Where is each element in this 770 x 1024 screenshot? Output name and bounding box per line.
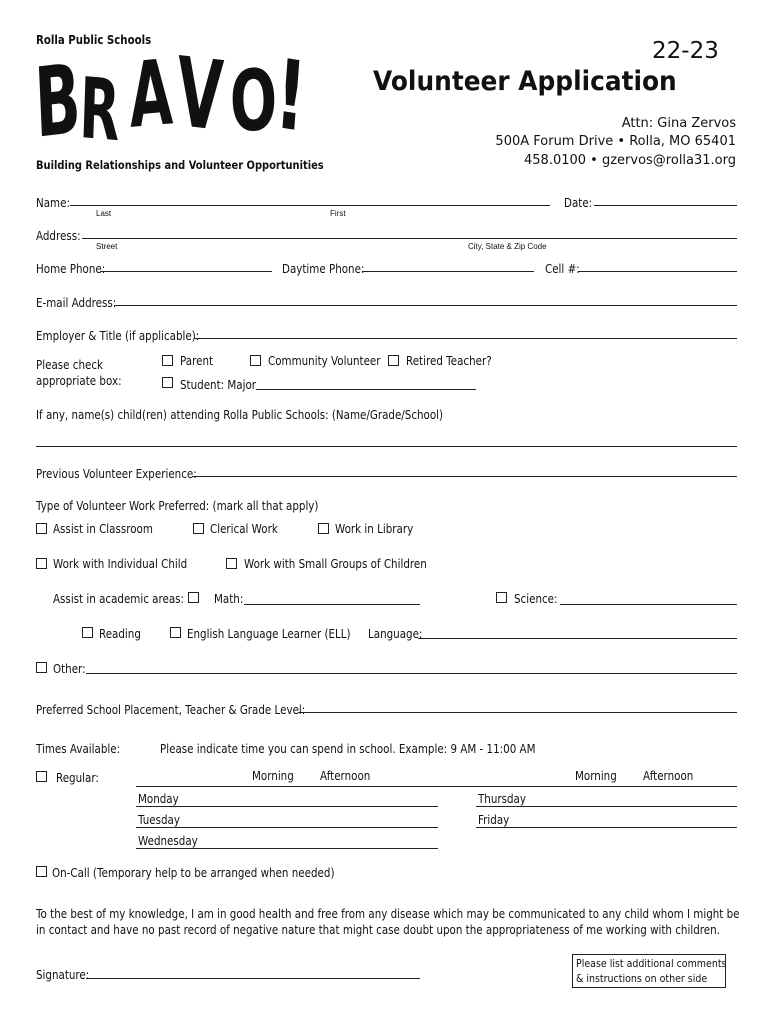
cell-label: Cell #: xyxy=(545,262,580,276)
children-field[interactable] xyxy=(36,446,737,447)
clerical-work-checkbox[interactable] xyxy=(193,523,204,534)
role-label-line2: appropriate box: xyxy=(36,374,122,388)
work-in-library-checkbox[interactable] xyxy=(318,523,329,534)
math-field[interactable] xyxy=(244,604,420,605)
wednesday-label: Wednesday xyxy=(138,834,198,848)
reading-checkbox[interactable] xyxy=(82,627,93,638)
employer-label: Employer & Title (if applicable): xyxy=(36,329,200,343)
logo-letter-exclaim: ! xyxy=(271,38,311,155)
monday-label: Monday xyxy=(138,792,179,806)
friday-label: Friday xyxy=(478,813,510,827)
community-volunteer-label: Community Volunteer xyxy=(268,354,381,368)
student-checkbox[interactable] xyxy=(162,377,173,388)
children-label: If any, name(s) child(ren) attending Rolla Public Schools: (Name/Grade/School) xyxy=(36,408,444,422)
signature-label: Signature: xyxy=(36,968,90,982)
oncall-checkbox[interactable] xyxy=(36,866,47,877)
cell-field[interactable] xyxy=(578,271,737,272)
logo-letter-v: V xyxy=(174,36,226,153)
assist-classroom-label: Assist in Classroom xyxy=(53,522,153,536)
email-label: E-mail Address: xyxy=(36,296,117,310)
address-field[interactable] xyxy=(82,238,737,239)
thursday-field[interactable] xyxy=(476,806,737,807)
academic-areas-label: Assist in academic areas: xyxy=(53,592,185,606)
employer-field[interactable] xyxy=(194,338,737,339)
org-name: Rolla Public Schools xyxy=(36,33,152,47)
math-checkbox[interactable] xyxy=(188,592,199,603)
tuesday-label: Tuesday xyxy=(138,813,180,827)
comments-box xyxy=(572,954,726,988)
statement-line-1: To the best of my knowledge, I am in good health and free from any disease which may be communicated to any child whom I might be xyxy=(36,907,740,921)
science-field[interactable] xyxy=(560,604,737,605)
daytime-phone-label: Daytime Phone: xyxy=(282,262,365,276)
oncall-label: On-Call (Temporary help to be arranged when needed) xyxy=(52,866,335,880)
other-checkbox[interactable] xyxy=(36,662,47,673)
date-label: Date: xyxy=(564,196,593,210)
address-street-hint: Street xyxy=(96,242,118,251)
friday-field[interactable] xyxy=(476,827,737,828)
retired-teacher-label: Retired Teacher? xyxy=(406,354,492,368)
name-first-hint: First xyxy=(330,209,346,218)
retired-teacher-checkbox[interactable] xyxy=(388,355,399,366)
previous-experience-label: Previous Volunteer Experience: xyxy=(36,467,197,481)
morning-header-left: Morning xyxy=(252,769,294,783)
ell-checkbox[interactable] xyxy=(170,627,181,638)
address-city-hint: City, State & Zip Code xyxy=(468,242,547,251)
regular-label: Regular: xyxy=(56,771,99,785)
monday-field[interactable] xyxy=(136,806,438,807)
home-phone-label: Home Phone: xyxy=(36,262,106,276)
name-field[interactable] xyxy=(70,205,550,206)
small-groups-checkbox[interactable] xyxy=(226,558,237,569)
individual-child-checkbox[interactable] xyxy=(36,558,47,569)
wednesday-field[interactable] xyxy=(136,848,438,849)
afternoon-header-left: Afternoon xyxy=(320,769,371,783)
name-last-hint: Last xyxy=(96,209,112,218)
logo-letter-r: R xyxy=(78,59,122,161)
comments-line-1: Please list additional comments xyxy=(576,957,727,970)
placement-label: Preferred School Placement, Teacher & Grade Level: xyxy=(36,703,306,717)
daytime-phone-field[interactable] xyxy=(362,271,534,272)
comments-line-2: & instructions on other side xyxy=(576,972,708,985)
science-checkbox[interactable] xyxy=(496,592,507,603)
other-label: Other: xyxy=(53,662,86,676)
reading-label: Reading xyxy=(99,627,141,641)
language-field[interactable] xyxy=(418,638,737,639)
other-field[interactable] xyxy=(86,673,737,674)
schedule-header-line xyxy=(136,786,737,787)
date-field[interactable] xyxy=(594,205,737,206)
language-label: Language: xyxy=(368,627,423,641)
clerical-work-label: Clerical Work xyxy=(210,522,278,536)
times-instruction: Please indicate time you can spend in school. Example: 9 AM - 11:00 AM xyxy=(160,742,536,756)
science-label: Science: xyxy=(514,592,558,606)
math-label: Math: xyxy=(214,592,244,606)
previous-experience-field[interactable] xyxy=(192,476,737,477)
attn-line: Attn: Gina Zervos xyxy=(621,116,736,131)
role-label-line1: Please check xyxy=(36,358,103,372)
parent-checkbox[interactable] xyxy=(162,355,173,366)
assist-classroom-checkbox[interactable] xyxy=(36,523,47,534)
school-year: 22-23 xyxy=(652,38,719,64)
home-phone-field[interactable] xyxy=(100,271,272,272)
small-groups-label: Work with Small Groups of Children xyxy=(244,557,427,571)
tagline: Building Relationships and Volunteer Opportunities xyxy=(36,158,324,172)
morning-header-right: Morning xyxy=(575,769,617,783)
work-type-heading: Type of Volunteer Work Preferred: (mark all that apply) xyxy=(36,499,319,513)
name-label: Name: xyxy=(36,196,70,210)
statement-line-2: in contact and have no past record of negative nature that might case doubt upon the appropriateness of me working with children. xyxy=(36,923,720,937)
placement-field[interactable] xyxy=(298,712,737,713)
logo-letter-b: B xyxy=(32,42,83,160)
individual-child-label: Work with Individual Child xyxy=(53,557,188,571)
afternoon-header-right: Afternoon xyxy=(643,769,694,783)
times-available-label: Times Available: xyxy=(36,742,121,756)
signature-field[interactable] xyxy=(86,978,420,979)
parent-label: Parent xyxy=(180,354,214,368)
community-volunteer-checkbox[interactable] xyxy=(250,355,261,366)
student-label: Student: Major xyxy=(180,378,257,392)
page-title: Volunteer Application xyxy=(373,66,677,97)
logo-letter-a: A xyxy=(127,40,175,149)
logo-letter-o: O xyxy=(228,50,279,151)
tuesday-field[interactable] xyxy=(136,827,438,828)
ell-label: English Language Learner (ELL) xyxy=(187,627,351,641)
regular-checkbox[interactable] xyxy=(36,771,47,782)
major-field[interactable] xyxy=(256,389,476,390)
email-field[interactable] xyxy=(114,305,737,306)
contact-line: 458.0100 • gzervos@rolla31.org xyxy=(524,153,736,168)
thursday-label: Thursday xyxy=(478,792,526,806)
address-label: Address: xyxy=(36,229,81,243)
address-line: 500A Forum Drive • Rolla, MO 65401 xyxy=(495,134,736,149)
work-in-library-label: Work in Library xyxy=(335,522,414,536)
